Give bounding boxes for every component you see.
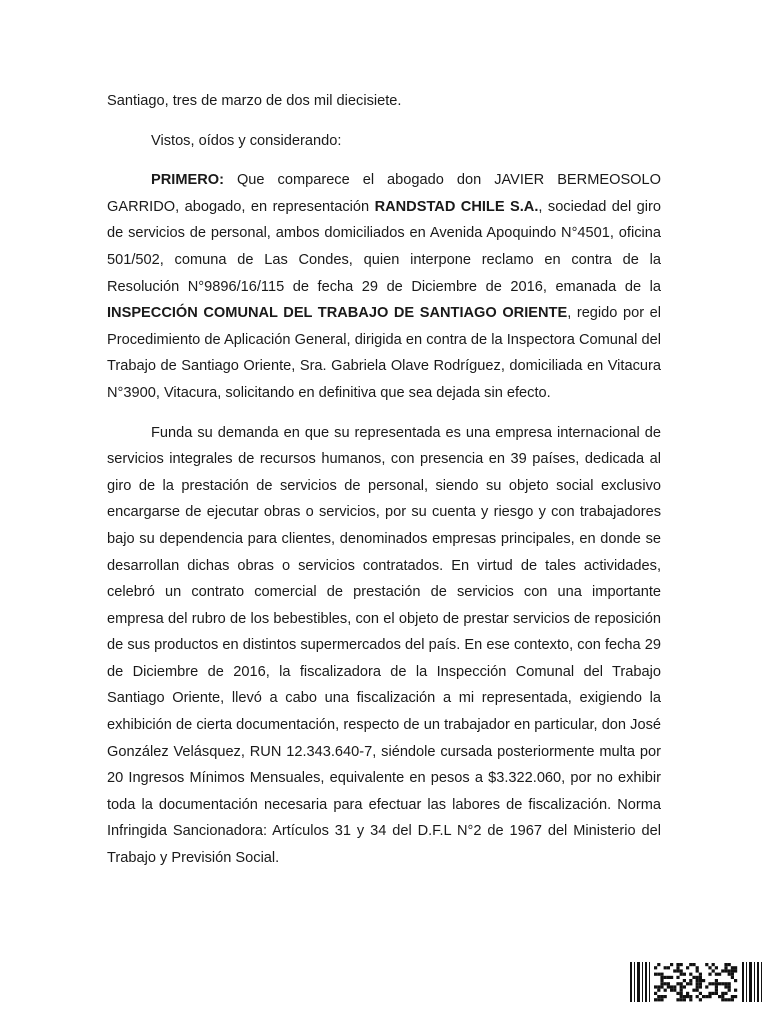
date-line: Santiago, tres de marzo de dos mil diecisiete. [107,93,402,109]
vistos-line: Vistos, oídos y considerando: [151,132,342,149]
primero-text-3: , regido por el Procedimiento de Aplicación General, dirigida en contra de la Inspectora Comunal del Trabajo de Santiago Oriente, Sra. Gabriela Olave Rodríguez, domiciliada en Vitacura N°3900, Vitacura, solicitando en definitiva que sea dejada sin efecto. [107,305,661,401]
primero-text-1: Que comparece el abogado don JAVIER BERMEOSOLO GARRIDO, abogado, en representación [107,172,661,215]
primero-text-2: , sociedad del giro de servicios de personal, ambos domiciliados en Avenida Apoquindo N°4501, oficina 501/502, comuna de Las Condes, quien interpone reclamo en contra de la Resolución N°9896/16/115 de fecha 29 de Diciembre de 2016, emanada de la [107,198,661,295]
company-name: RANDSTAD CHILE S.A. [374,198,539,215]
document-body [107,88,661,885]
paragraph-primero [107,167,661,406]
barcode-icon [630,962,768,1002]
inspection-name: INSPECCIÓN COMUNAL DEL TRABAJO DE SANTIAGO ORIENTE [107,305,568,322]
paragraph-funda: Funda su demanda en que su representada es una empresa internacional de servicios integrales de recursos humanos, con presencia en 39 países, dedicada al giro de la prestación de servicios de personal, siendo su objeto social exclusivo encargarse de ejecutar obras o servicios, por su cuenta y riesgo y con trabajadores bajo su dependencia para clientes, denominados empresas principales, en donde se desarrollan dichas obras o servicios contratados. En virtud de tales actividades, celebró un contrato comercial de prestación de servicios con una importante empresa del rubro de los bebestibles, con el objeto de prestar servicios de reposición de sus productos en distintos supermercados del país. En ese contexto, con fecha 29 de Diciembre de 2016, la fiscalizadora de la Inspección Comunal del Trabajo Santiago Oriente, llevó a cabo una fiscalización a mi representada, exigiendo la exhibición de cierta documentación, respecto de un trabajador en particular, don José González Velásquez, RUN 12.343.640-7, siéndole cursada posteriormente multa por 20 Ingresos Mínimos Mensuales, equivalente en pesos a $3.322.060, por no exhibir toda la documentación necesaria para efectuar las labores de fiscalización. Norma Infringida Sancionadora: Artículos 31 y 34 del D.F.L N°2 de 1967 del Ministerio del Trabajo y Previsión Social. [107,424,661,867]
primero-label: PRIMERO: [151,172,224,189]
